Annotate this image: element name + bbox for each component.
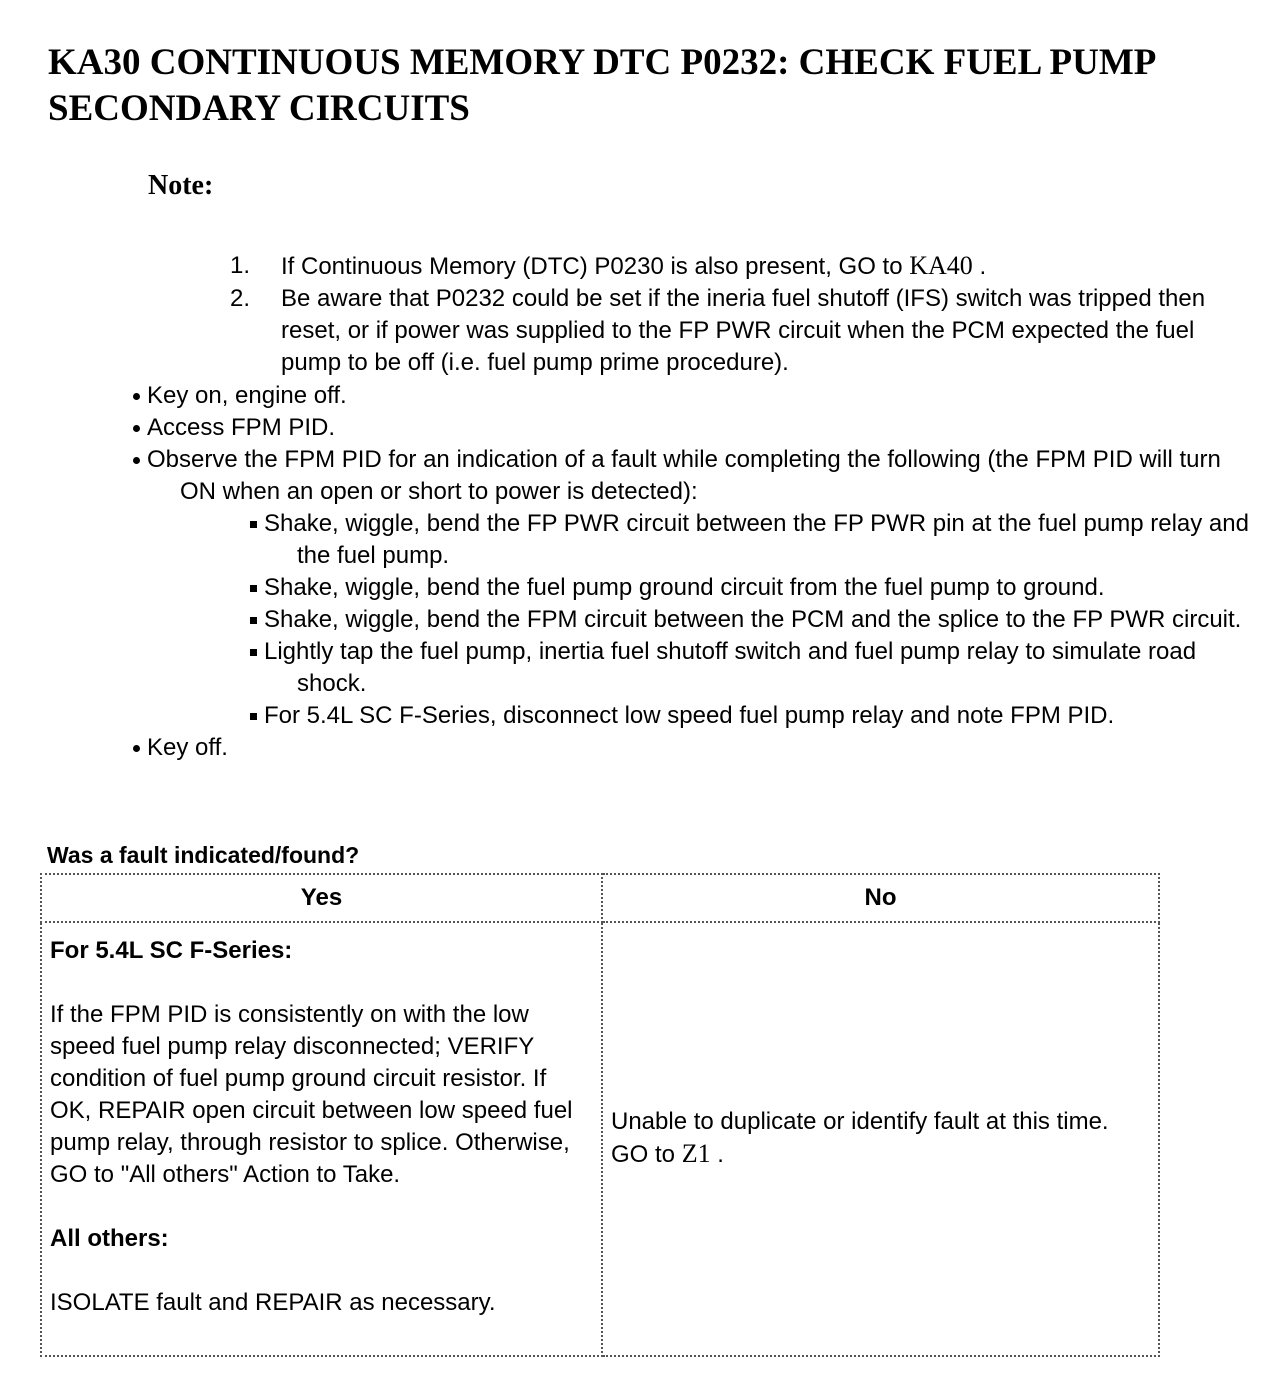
substep-item	[247, 508, 1250, 572]
yes-heading-f-series: For 5.4L SC F-Series:	[50, 937, 293, 964]
substep-list	[147, 508, 1250, 732]
bullet-icon	[133, 457, 140, 464]
square-bullet-icon	[250, 713, 257, 720]
note-number: 2.	[230, 285, 251, 312]
note-label: Note:	[148, 170, 214, 201]
yes-column-header: Yes	[41, 874, 602, 922]
substep-item	[247, 604, 1250, 636]
yes-instructions-f-series: If the FPM PID is consistently on with the low speed fuel pump relay disconnected; VERIFY condition of fuel pump ground circuit resistor. If OK, REPAIR open circuit between low speed fuel pump relay, through resistor to splice. Otherwise, GO to "All others" Action to Take.	[50, 1001, 573, 1188]
step-text: Observe the FPM PID for an indication of a fault while completing the following (the FPM PID will turn ON when an open or short to power is detected):	[147, 446, 1221, 505]
bullet-icon	[133, 745, 140, 752]
step-list	[130, 380, 1250, 764]
note-item	[230, 283, 1230, 379]
no-action-text-end: .	[710, 1140, 724, 1168]
yes-action-cell	[41, 922, 602, 1356]
bullet-icon	[133, 393, 140, 400]
substep-item	[247, 572, 1250, 604]
square-bullet-icon	[250, 617, 257, 624]
step-item	[130, 444, 1250, 732]
substep-item	[247, 700, 1250, 732]
no-column-header: No	[602, 874, 1159, 922]
decision-question: Was a fault indicated/found?	[47, 842, 360, 868]
z1-link[interactable]: Z1	[681, 1138, 711, 1168]
step-item	[130, 380, 1250, 412]
substep-text: Shake, wiggle, bend the FP PWR circuit between the FP PWR pin at the fuel pump relay and the fuel pump.	[264, 510, 1249, 569]
no-action-cell	[602, 922, 1159, 1356]
substep-text: Shake, wiggle, bend the FPM circuit between the PCM and the splice to the FP PWR circuit.	[264, 606, 1242, 633]
decision-table	[40, 873, 1160, 1357]
yes-heading-all-others: All others:	[50, 1225, 169, 1252]
yes-instructions-all-others: ISOLATE fault and REPAIR as necessary.	[50, 1289, 496, 1316]
substep-item	[247, 636, 1250, 700]
page-title: KA30 CONTINUOUS MEMORY DTC P0232: CHECK FUEL PUMP SECONDARY CIRCUITS	[48, 42, 1155, 129]
note-number: 1.	[230, 252, 251, 279]
square-bullet-icon	[250, 521, 257, 528]
substep-text: Shake, wiggle, bend the fuel pump ground circuit from the fuel pump to ground.	[264, 574, 1105, 601]
step-text: Key off.	[147, 734, 228, 761]
substep-text: Lightly tap the fuel pump, inertia fuel shutoff switch and fuel pump relay to simulate road shock.	[264, 638, 1197, 697]
note-text-end: .	[972, 253, 987, 280]
step-text: Key on, engine off.	[147, 382, 347, 409]
note-item	[230, 250, 1230, 283]
square-bullet-icon	[250, 649, 257, 656]
step-item	[130, 412, 1250, 444]
substep-text: For 5.4L SC F-Series, disconnect low speed fuel pump relay and note FPM PID.	[264, 702, 1115, 729]
note-text: If Continuous Memory (DTC) P0230 is also present, GO to	[281, 253, 910, 280]
note-text: Be aware that P0232 could be set if the ineria fuel shutoff (IFS) switch was tripped then reset, or if power was supplied to the FP PWR circuit when the PCM expected the fuel pump to be off (i.e. fuel pump prime procedure).	[281, 285, 1206, 376]
step-item	[130, 732, 1250, 764]
bullet-icon	[133, 425, 140, 432]
square-bullet-icon	[250, 585, 257, 592]
step-text: Access FPM PID.	[147, 414, 336, 441]
no-action-text: Unable to duplicate or identify fault at this time. GO to	[611, 1107, 1109, 1168]
ka40-link[interactable]: KA40	[909, 251, 973, 280]
note-list	[230, 250, 1230, 379]
